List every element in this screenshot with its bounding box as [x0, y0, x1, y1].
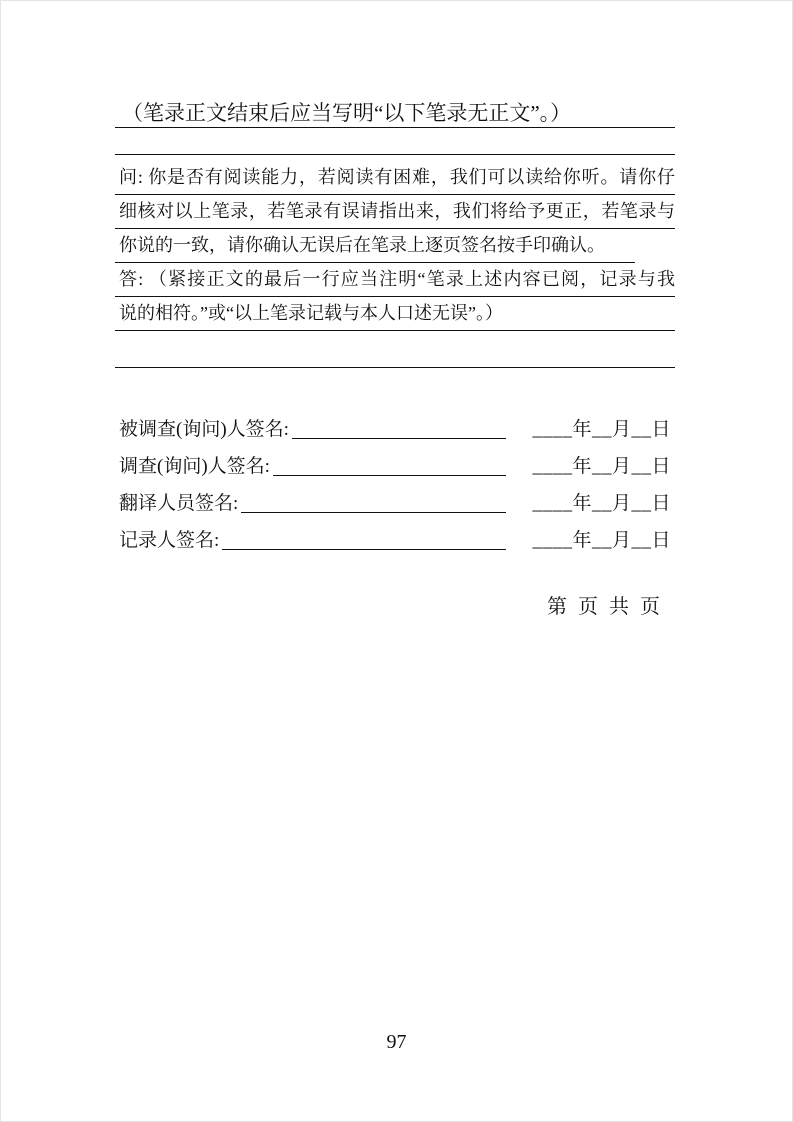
signature-date: ____年__月__日 — [532, 530, 671, 551]
answer-line-1: 答: （紧接正文的最后一行应当注明“笔录上述内容已阅，记录与我 — [115, 263, 675, 297]
qa-section — [115, 161, 675, 331]
question-line-1: 问: 你是否有阅读能力，若阅读有困难，我们可以读给你听。请你仔 — [115, 161, 675, 195]
signature-label: 记录人签名: — [119, 530, 220, 551]
note-line: （笔录正文结束后应当写明“以下笔录无正文”。） — [115, 101, 675, 128]
signature-date: ____年__月__日 — [532, 419, 671, 440]
question-line-3: 你说的一致，请你确认无误后在笔录上逐页签名按手印确认。 — [115, 229, 635, 263]
signature-date: ____年__月__日 — [532, 493, 671, 514]
signature-blank-line — [222, 549, 506, 550]
signature-date: ____年__月__日 — [532, 456, 671, 477]
signature-blank-line — [273, 475, 507, 476]
signature-row-investigator — [119, 448, 671, 485]
page-number: 97 — [386, 1031, 407, 1053]
pagination-total-unit: 页 — [640, 596, 660, 618]
signature-row-interviewee — [119, 411, 671, 448]
pagination-total-label: 共 — [609, 596, 629, 618]
question-line-2: 细核对以上笔录，若笔录有误请指出来，我们将给予更正，若笔录与 — [115, 195, 675, 229]
answer-line-2: 说的相符。”或“以上笔录记载与本人口述无误”。） — [115, 297, 675, 331]
signature-label: 调查(询问)人签名: — [119, 456, 270, 477]
divider-middle — [115, 367, 675, 368]
signature-blank-line — [241, 512, 506, 513]
pagination-page-unit: 页 — [578, 596, 598, 618]
signature-blank-line — [292, 438, 507, 439]
divider-top — [115, 154, 675, 155]
pagination-prefix: 第 — [547, 596, 567, 618]
signature-label: 翻译人员签名: — [119, 493, 239, 514]
signature-section — [119, 411, 671, 559]
signature-label: 被调查(询问)人签名: — [119, 419, 289, 440]
signature-row-translator — [119, 485, 671, 522]
page-footer-pagination — [547, 590, 660, 619]
signature-row-recorder — [119, 522, 671, 559]
